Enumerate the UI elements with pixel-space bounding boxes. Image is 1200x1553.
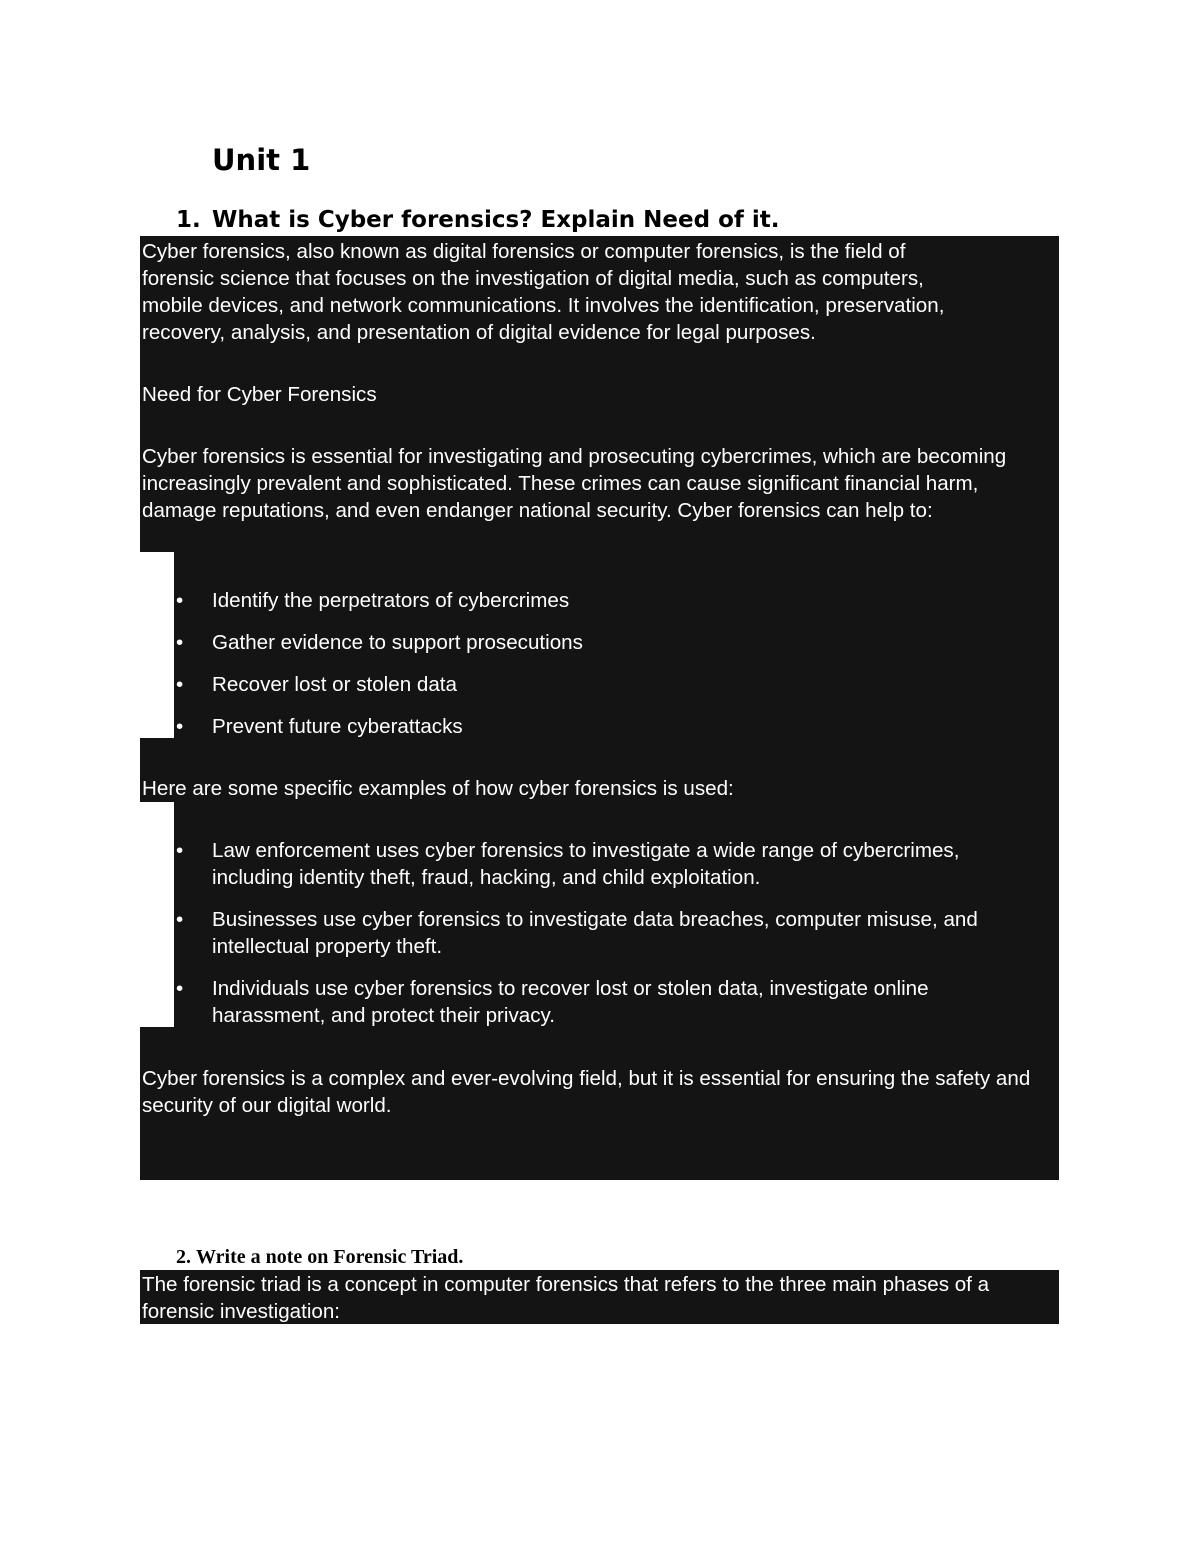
definition-line: mobile devices, and network communications. It involves the identification, preservation, bbox=[142, 294, 945, 317]
definition-line: recovery, analysis, and presentation of digital evidence for legal purposes. bbox=[142, 321, 816, 344]
list-item bbox=[176, 975, 1026, 1029]
triad-intro: The forensic triad is a concept in computer forensics that refers to the three main phases of a forensic investigation: bbox=[142, 1273, 990, 1323]
bullet-icon: • bbox=[176, 715, 184, 738]
list-item-text: Recover lost or stolen data bbox=[212, 673, 457, 696]
list-item bbox=[176, 587, 1056, 614]
bullet-icon: • bbox=[176, 908, 184, 931]
list-margin-notch bbox=[140, 802, 174, 1027]
question-1-number: 1. bbox=[176, 207, 201, 233]
examples-intro: Here are some specific examples of how cyber forensics is used: bbox=[142, 777, 734, 800]
list-item bbox=[176, 713, 1056, 740]
examples-list bbox=[176, 837, 1026, 1044]
question-1-text: What is Cyber forensics? Explain Need of it. bbox=[212, 207, 780, 233]
list-item bbox=[176, 837, 1026, 891]
list-item-text: Prevent future cyberattacks bbox=[212, 715, 463, 738]
question-1-heading bbox=[176, 203, 780, 237]
list-item-text: Law enforcement uses cyber forensics to investigate a wide range of cybercrimes, including identity theft, fraud, hacking, and child exploitation. bbox=[212, 839, 960, 889]
bullet-icon: • bbox=[176, 839, 184, 862]
list-item bbox=[176, 671, 1056, 698]
list-item-text: Identify the perpetrators of cybercrimes bbox=[212, 589, 570, 612]
definition-line: Cyber forensics, also known as digital forensics or computer forensics, is the field of bbox=[142, 240, 906, 263]
question-2-heading bbox=[176, 1245, 463, 1269]
list-margin-notch bbox=[140, 552, 174, 738]
bullet-icon: • bbox=[176, 589, 184, 612]
need-heading: Need for Cyber Forensics bbox=[142, 383, 377, 406]
definition-line: forensic science that focuses on the investigation of digital media, such as computers, bbox=[142, 267, 924, 290]
list-item bbox=[176, 629, 1056, 656]
list-item-text: Gather evidence to support prosecutions bbox=[212, 631, 583, 654]
definition-paragraph bbox=[142, 238, 1059, 346]
list-item bbox=[176, 906, 1026, 960]
list-item-text: Businesses use cyber forensics to investigate data breaches, computer misuse, and intellectual property theft. bbox=[212, 908, 978, 958]
unit-title: Unit 1 bbox=[212, 143, 311, 177]
question-2-text: Write a note on Forensic Triad. bbox=[196, 1246, 464, 1268]
question-2-number: 2. bbox=[176, 1246, 191, 1268]
bullet-icon: • bbox=[176, 977, 184, 1000]
bullet-icon: • bbox=[176, 631, 184, 654]
help-list bbox=[176, 587, 1056, 755]
conclusion-paragraph: Cyber forensics is a complex and ever-evolving field, but it is essential for ensuring the safety and security of our digital world. bbox=[142, 1067, 1031, 1117]
need-paragraph: Cyber forensics is essential for investigating and prosecuting cybercrimes, which are becoming increasingly prevalent and sophisticated. These crimes can cause significant financial harm, damage reputations, and even endanger national security. Cyber forensics can help to: bbox=[142, 445, 1007, 522]
list-item-text: Individuals use cyber forensics to recover lost or stolen data, investigate online harassment, and protect their privacy. bbox=[212, 977, 929, 1027]
bullet-icon: • bbox=[176, 673, 184, 696]
